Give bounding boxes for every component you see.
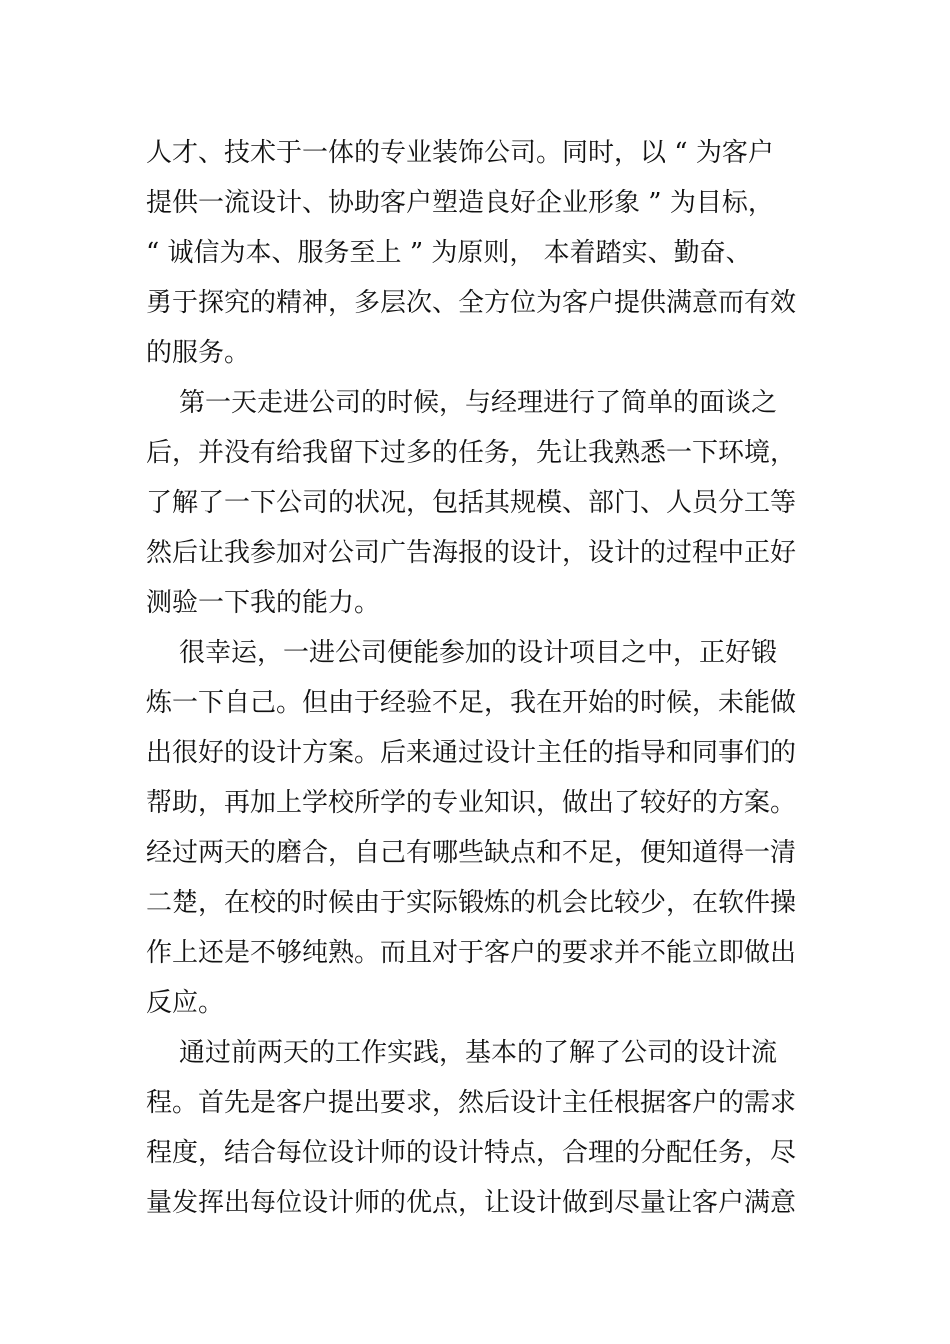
text-line: 量发挥出每位设计师的优点，让设计做到尽量让客户满意 [146,1188,797,1218]
text-line: 很幸运，一进公司便能参加的设计项目之中，正好锻 [146,638,778,668]
text-line: 第一天走进公司的时候，与经理进行了简单的面谈之 [146,388,778,418]
text-line: 后，并没有给我留下过多的任务，先让我熟悉一下环境， [146,438,797,468]
text-line: 经过两天的磨合，自己有哪些缺点和不足，便知道得一清 [146,838,797,868]
text-line: 帮助，再加上学校所学的专业知识，做出了较好的方案。 [146,788,797,818]
text-line: 通过前两天的工作实践，基本的了解了公司的设计流 [146,1038,778,1068]
text-line: 测验一下我的能力。 [146,588,381,618]
text-line: 出很好的设计方案。后来通过设计主任的指导和同事们的 [146,738,797,768]
text-line: 提供一流设计、协助客户塑造良好企业形象 ” 为目标， [146,188,774,218]
text-line: 二楚，在校的时候由于实际锻炼的机会比较少，在软件操 [146,888,797,918]
text-line: 勇于探究的精神，多层次、全方位为客户提供满意而有效 [146,288,797,318]
text-line: 作上还是不够纯熟。而且对于客户的要求并不能立即做出 [146,938,797,968]
text-line: 程。首先是客户提出要求，然后设计主任根据客户的需求 [146,1088,797,1118]
text-line: “ 诚信为本、服务至上 ” 为原则， 本着踏实、勤奋、 [146,238,752,268]
text-line: 程度，结合每位设计师的设计特点，合理的分配任务，尽 [146,1138,797,1168]
text-line: 然后让我参加对公司广告海报的设计，设计的过程中正好 [146,538,797,568]
text-line: 炼一下自己。但由于经验不足，我在开始的时候，未能做 [146,688,797,718]
text-line: 反应。 [146,988,225,1018]
text-line: 的服务。 [146,338,251,368]
document-body [146,128,814,1228]
text-line: 人才、技术于一体的专业装饰公司。同时，以 “ 为客户 [146,138,774,168]
text-line: 了解了一下公司的状况，包括其规模、部门、人员分工等 [146,488,797,518]
